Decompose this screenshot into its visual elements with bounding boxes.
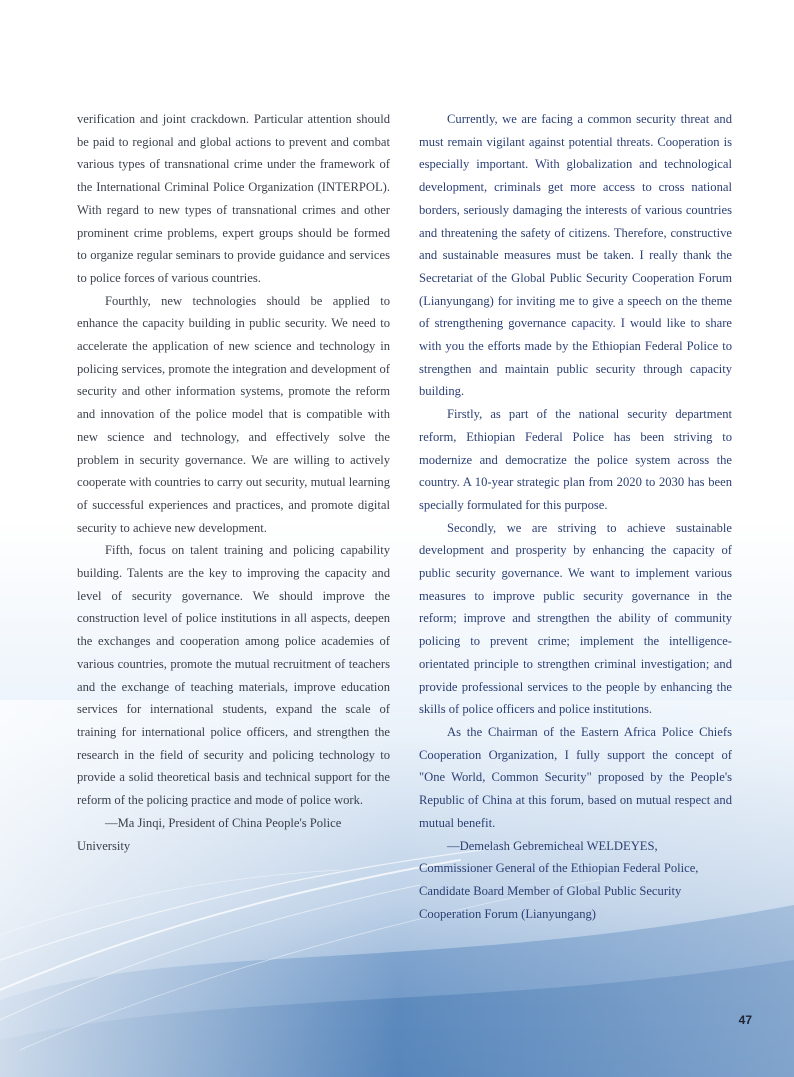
right-signature: —Demelash Gebremicheal WELDEYES, Commissioner General of the Ethiopian Federal Police, Candidate Board Member of Global Public Security Cooperation Forum (Lianyungang)	[419, 838, 699, 921]
page-number: 47	[738, 1013, 752, 1027]
right-paragraph-3: Secondly, we are striving to achieve sustainable development and prosperity by enhancing the capacity of public security governance. We want to implement various measures to improve public security governance in the reform; improve and strengthen the ability of community policing to prevent crime; implement the intelligence-orientated principle to strengthen criminal investigation; and provide professional services to the people by enhancing the skills of police officers and police institutions.	[419, 520, 732, 717]
right-paragraph-4: As the Chairman of the Eastern Africa Police Chiefs Cooperation Organization, I fully support the concept of "One World, Common Security" proposed by the People's Republic of China at this forum, based on mutual respect and mutual benefit.	[419, 724, 732, 830]
left-signature: —Ma Jinqi, President of China People's Police University	[77, 815, 342, 853]
left-paragraph-2: Fourthly, new technologies should be applied to enhance the capacity building in public security. We need to accelerate the application of new science and technology in policing services, promote the integration and development of security and other information systems, promote the reform and innovation of the police model that is compatible with new science and technology, and effectively solve the problem in security governance. We are willing to actively cooperate with countries to carry out security, mutual learning of successful experiences and practices, and promote digital security to achieve new development.	[77, 293, 390, 535]
right-paragraph-2: Firstly, as part of the national security department reform, Ethiopian Federal Police has been striving to modernize and democratize the police system across the country. A 10-year strategic plan from 2020 to 2030 has been specially formulated for this purpose.	[419, 407, 732, 512]
left-paragraph-3: Fifth, focus on talent training and policing capability building. Talents are the key to improving the capacity and level of security governance. We should improve the construction level of police institutions in all aspects, deepen the exchanges and cooperation among police academies of various countries, promote the mutual recruitment of teachers and the exchange of teaching materials, improve education services for international students, expand the scale of training for international police officers, and strengthen the research in the field of security and policing technology to provide a solid theoretical basis and technical support for the reform of the policing practice and mode of police work.	[77, 543, 390, 808]
left-paragraph-1: verification and joint crackdown. Particular attention should be paid to regional and global actions to prevent and combat various types of transnational crime under the framework of the International Criminal Police Organization (INTERPOL). With regard to new types of transnational crimes and other prominent crime problems, expert groups should be formed to organize regular seminars to provide guidance and services to police forces of various countries.	[77, 112, 390, 285]
right-column	[419, 108, 732, 925]
right-paragraph-1: Currently, we are facing a common security threat and must remain vigilant against potential threats. Cooperation is especially important. With globalization and technological development, criminals get more access to cross national borders, seriously damaging the interests of various countries and threatening the safety of citizens. Therefore, constructive and sustainable measures must be taken. I really thank the Secretariat of the Global Public Security Cooperation Forum (Lianyungang) for inviting me to give a speech on the theme of strengthening governance capacity. I would like to share with you the efforts made by the Ethiopian Federal Police to strengthen and maintain public security through capacity building.	[419, 112, 732, 399]
left-column	[77, 108, 390, 857]
